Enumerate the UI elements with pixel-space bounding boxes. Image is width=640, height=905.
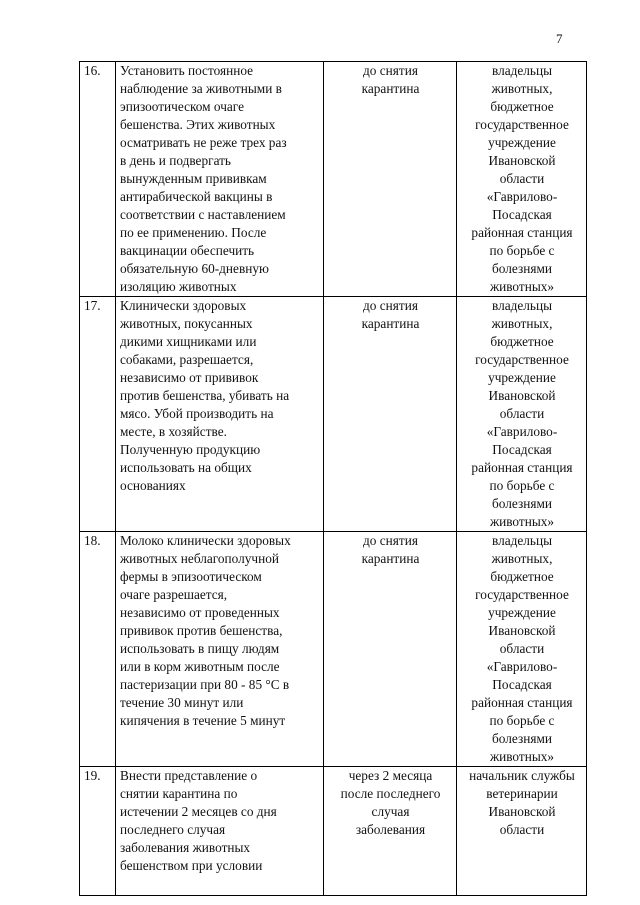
term-cell: до снятия карантина xyxy=(324,62,457,297)
responsible-cell: начальник службы ветеринарии Ивановской области xyxy=(457,767,587,896)
measures-table xyxy=(79,61,587,896)
term-cell: до снятия карантина xyxy=(324,297,457,532)
term-cell: через 2 месяца после последнего случая заболевания xyxy=(324,767,457,896)
responsible-cell: владельцы животных, бюджетное государственное учреждение Ивановской области «Гаврилово- Посадская районная станция по борьбе с болезнями животных» xyxy=(457,62,587,297)
action-cell: Молоко клинически здоровых животных неблагополучной фермы в эпизоотическом очаге разрешается, независимо от проведенных прививок против бешенства, использовать в пищу людям или в корм животным после пастеризации при 80 - 85 °С в течение 30 минут или кипячения в течение 5 минут xyxy=(116,532,324,767)
action-cell: Внести представление о снятии карантина по истечении 2 месяцев со дня последнего случая заболевания животных бешенством при условии xyxy=(116,767,324,896)
row-number: 18. xyxy=(80,532,116,767)
table-row xyxy=(80,532,587,767)
row-number: 17. xyxy=(80,297,116,532)
action-cell: Установить постоянное наблюдение за животными в эпизоотическом очаге бешенства. Этих животных осматривать не реже трех раз в день и подвергать вынужденным прививкам антирабической вакцины в соответствии с наставлением по ее применению. После вакцинации обеспечить обязательную 60-дневную изоляцию животных xyxy=(116,62,324,297)
table-row xyxy=(80,62,587,297)
table-row xyxy=(80,767,587,896)
responsible-cell: владельцы животных, бюджетное государственное учреждение Ивановской области «Гаврилово- Посадская районная станция по борьбе с болезнями животных» xyxy=(457,532,587,767)
page-number: 7 xyxy=(556,31,563,46)
table-row xyxy=(80,297,587,532)
row-number: 19. xyxy=(80,767,116,896)
action-cell: Клинически здоровых животных, покусанных дикими хищниками или собаками, разрешается, независимо от прививок против бешенства, убивать на мясо. Убой производить на месте, в хозяйстве. Полученную продукцию использовать на общих основаниях xyxy=(116,297,324,532)
responsible-cell: владельцы животных, бюджетное государственное учреждение Ивановской области «Гаврилово- Посадская районная станция по борьбе с болезнями животных» xyxy=(457,297,587,532)
term-cell: до снятия карантина xyxy=(324,532,457,767)
row-number: 16. xyxy=(80,62,116,297)
